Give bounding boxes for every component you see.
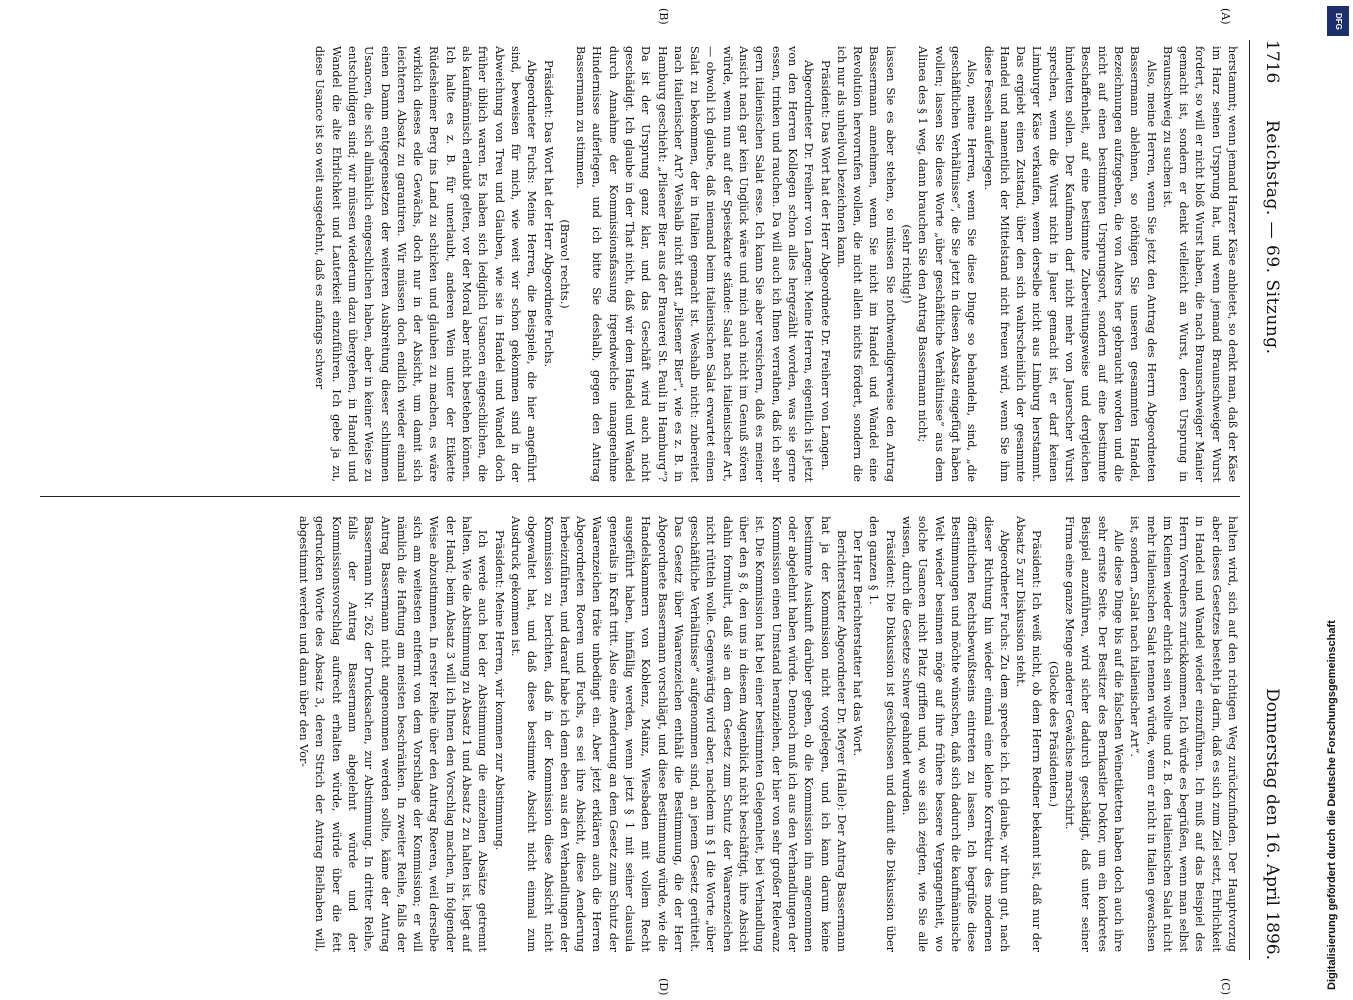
credit-line: Digitalisierung gefördert durch die Deutsche Forschungsgemeinschaft	[1326, 620, 1338, 990]
margin-mark-c: (C)	[1219, 978, 1232, 995]
paragraph: Präsident: Ich weiß nicht, ob dem Herrn Redner bekannt ist, daß nur der Absatz 5 zur Diskussion steht.	[1014, 516, 1044, 952]
right-column	[25, 516, 1240, 952]
paragraph: Abgeordneter Fuchs: Meine Herren, die Beispiele, die hier angeführt sind, beweisen für mich, wie weit wir schon gekommen sind in der Abweichung von Treu und Glauben, wie sie in Handel und Wandel doch früher üblich waren. Es haben sich lediglich Usancen eingeschlichen, die als kaufmännisch erlaubt gelten, vor der Moral aber nicht bestehen können. Ich halte es z. B. für unerlaubt, anderen Wein unter der Etikette Rüdesheimer Berg ins Land zu schicken und glauben zu machen, es wäre wirklich dieses edle Gewächs, doch nur in der Absicht, um damit sich leichteren Absatz zu garantiren. Wir müssen doch endlich wieder einmal einen Damm entgegensetzen der weiteren Ausbreitung dieser schlimmen Usancen, die sich allmählich eingeschlichen haben, aber in keiner Weise zu entschuldigen sind; wir müssen wiederum dazu übergehen, in Handel und Wandel die alte Ehrlichkeit und Lauterkeit einzuführen. Ich gebe ja zu, diese Usance ist so weit ausgedehnt, daß es anfangs schwer	[313, 46, 539, 482]
digitization-credit	[1319, 0, 1353, 1000]
paragraph: herstammt; wenn jemand Harzer Käse anbietet, so denkt man, daß der Käse im Harz seinen Ursprung hat, und wenn jemand Braunschweiger Wurst fordert, so will er nicht bloß Wurst haben, die nach Braunschweiger Manier gemacht ist, sondern er denkt vielleicht an Wurst, deren Ursprung in Braunschweig zu suchen ist.	[1160, 46, 1239, 482]
header-rule	[1249, 40, 1250, 960]
paragraph: Präsident: Meine Herren, wir kommen zur Abstimmung.	[492, 530, 506, 851]
paragraph: lassen Sie es aber stehen, so müssen Sie nothwendigerweise den Antrag Bassermann annehmen, wenn Sie nicht im Handel und Wandel eine Revolution hervorrufen wollen, die nicht allein nichts fördert, sondern die ich nur als unheilvoll bezeichnen kann.	[834, 46, 897, 482]
paragraph: Ich werde auch bei der Abstimmung die einzelnen Absätze getrennt halten. Wie die Abstimmung zu Absatz 1 und Absatz 2 zu halten ist, liegt auf der Hand; beim Absatz 3 will ich Ihnen den Vorschlag machen, in folgender Weise abzustimmen. In erster Reihe über den Antrag Roeren, weil derselbe sich am weitesten entfernt von dem Vorschlage der Kommission; er will nämlich die Haftung am meisten beschränken. In zweiter Reihe, falls der Antrag Bassermann nicht angenommen werden sollte, käme der Antrag Bassermann Nr. 262 der Drucksachen, zur Abstimmung. In dritter Reihe, falls der Antrag Bassermann abgelehnt würde und der Kommissionsvorschlag aufrecht erhalten würde, würde über die fett gedruckten Worte des Absatz 3, deren Strich der Antrag Bielhaben will, abgestimmt werden und dann über den Vor-	[297, 516, 490, 952]
paragraph: Präsident: Das Wort hat der Herr Abgeordnete Fuchs.	[541, 60, 555, 368]
paragraph: Also, meine Herren, wenn Sie jetzt den Antrag des Herrn Abgeordneten Bassermann ablehnen, so nöthigen Sie unseren gesammten Handel, Bezeichnungen aufzugeben, die von Alters her gebraucht worden und die nicht auf einen bestimmten Ursprungsort, sondern auf eine bestimmte Beschaffenheit, auf eine bestimmte Zubereitungsweise und dergleichen hindeuten sollen. Der Kaufmann darf nicht mehr von Jauerscher Wurst sprechen, wenn die Wurst nicht in Jauer gemacht ist, er darf keinen Limburger Käse verkaufen, wenn derselbe nicht aus Limburg herstammt. Das ergiebt einen Zustand, über den sich wahrscheinlich der gesammte Handel und namentlich der Mittelstand nicht freuen wird, wenn Sie ihm diese Fesseln auferlegen.	[981, 46, 1158, 482]
paragraph: Präsident: Die Diskussion ist geschlossen und damit die Diskussion über den ganzen § 1.	[867, 516, 897, 952]
margin-mark-d: (D)	[657, 978, 670, 996]
margin-mark-b: (B)	[657, 8, 670, 25]
paragraph: Also, meine Herren, wenn Sie diese Dinge so behandeln, sind, „die geschäftlichen Verhältnisse“, die Sie jetzt in diesen Absatz eingefügt haben wollen; lassen Sie diese Worte „über geschäftliche Verhältnisse“ aus dem Alinea des § 1 weg, dann brauchen Sie den Antrag Bassermann nicht;	[916, 46, 979, 482]
dfg-logo: DFG	[1327, 6, 1349, 36]
margin-mark-a: (A)	[1219, 8, 1232, 25]
running-title: Reichstag. — 69. Sitzung.	[1262, 120, 1282, 355]
paragraph: Präsident: Das Wort hat der Herr Abgeordnete Dr. Freiherr von Langen.	[818, 60, 832, 471]
paragraph: (Glocke des Präsidenten.)	[1046, 660, 1060, 807]
paragraph: Der Herr Berichterstatter hat das Wort.	[851, 530, 865, 757]
session-date: Donnerstag den 16. April 1896.	[1262, 688, 1282, 960]
left-column	[25, 46, 1240, 482]
paragraph: (Bravo! rechts.)	[557, 219, 571, 309]
paragraph: Berichterstatter Abgeordneter Dr. Meyer (Halle): Der Antrag Bassermann hat ja der Kommission nicht vorgelegen, und ich kann darum keine bestimmte Auskunft darüber geben, ob die Kommission ihn angenommen oder abgelehnt haben würde. Dennoch muß ich aus den Verhandlungen der Kommission einen Umstand heranziehen, der hier von sehr großer Relevanz ist. Die Kommission hat bei einer bestimmten Gelegenheit, bei Verhandlung über den § 8, den uns in diesem Augenblick nicht beschäftigt, ihre Absicht dahin formulirt, daß sie an dem Gesetz zum Schutz der Waarenzeichen nicht rütteln wolle. Gegenwärtig wird aber, nachdem in § 1 die Worte „über geschäftliche Verhältnisse“ aufgenommen sind, an jenem Gesetz gerüttelt. Das Gesetz über Waarenzeichen enthält die Bestimmung, die der Herr Abgeordnete Bassermann vorschlägt, und diese Bestimmung würde, wie die Handelskammern von Koblenz, Mainz, Wiesbaden mit vollem Recht ausgeführt haben, hinfällig werden, wenn jetzt § 1 mit seiner clausula generalis in Kraft tritt. Also eine Aenderung an dem Gesetz zum Schutz der Waarenzeichen träte unbedingt ein. Aber jetzt erklären auch die Herren Abgeordneten Roeren und Fuchs, es sei ihre Absicht, diese Aenderung herbeizuführen, und darauf habe ich denn eben aus den Verhandlungen der Kommission zu berichten, daß in der Kommission diese Absicht nicht obgewaltet hat, und daß diese bestimmte Absicht nicht einmal zum Ausdruck gekommen ist.	[508, 516, 848, 952]
paragraph: Abgeordneter Dr. Freiherr von Langen: Meine Herren, eigentlich ist jetzt von den Herren Kollegen schon alles hergezählt worden, was sie gerne essen, trinken und rauchen. Da will auch ich Ihnen verrathen, daß ich sehr gern italienischen Salat esse. Ich kann Sie aber versichern, daß es meiner Ansicht nach gar kein Unglück wäre und mich auch nicht im Genuß stören würde, wenn nun auf der Speisekarte stände: Salat nach italienischer Art, — obwohl ich glaube, daß niemand beim italienischen Salat erwartet einen Salat zu bekommen, der in Italien gemacht ist. Weshalb nicht: zubereitet nach italienischer Art? Weshalb nicht statt „Pilsener Bier“, wie es z. B. in Hamburg geschieht: „Pilsener Bier aus der Brauerei St. Pauli in Hamburg“? Da ist der Ursprung ganz klar, und das Geschäft wird auch nicht geschädigt. Ich glaube in der That nicht, daß wir dem Handel und Wandel durch Annahme der Kommissionsfassung irgendwelche unangenehme Hindernisse auferlegen, und ich bitte Sie deshalb, gegen den Antrag Bassermann zu stimmen.	[574, 46, 816, 482]
page-header	[1252, 40, 1292, 960]
paragraph: Abgeordneter Fuchs: Zu dem spreche ich. Ich glaube, wir thun gut, nach dieser Richtung hin wieder einmal eine kleine Korrektur des modernen öffentlichen Rechtsbewußtseins eintreten zu lassen. Ich begrüße diese Bestimmungen und möchte wünschen, daß sich dadurch die kaufmännische Welt wieder besinnen möge auf ihre frühere bessere Vergangenheit, wo solche Usancen nicht Platz griffen und, wo sie sich zeigten, wie Sie alle wissen, durch die Gesetze schwer geahndet wurden.	[900, 516, 1011, 952]
paragraph: (sehr richtig!)	[900, 224, 914, 304]
column-divider	[40, 496, 1240, 497]
paragraph: Alle diese Dinge bis auf die falschen Weinetiketten haben doch auch ihre sehr ernste Seite. Der Besitzer des Bernkastler Doktor, um ein konkretes Beispiel anzuführen, wird sicher dadurch geschädigt, daß unter seiner Firma eine ganze Menge anderer Gewächse marschirt.	[1063, 516, 1125, 952]
paragraph: halten wird, sich auf den richtigen Weg zurückzufinden. Der Hauptvorzug aber dieses Gesetzes besteht ja darin, daß es sich zum Ziel setzt, Ehrlichkeit in Handel und Wandel wieder einzuführen. Ich muß auf das Beispiel des Herrn Vorredners zurückkommen. Ich würde es begrüßen, wenn man selbst im Kleinen wieder ehrlich sein wollte und z. B. den italienischen Salat nicht mehr italienischen Salat nennen würde, wenn er nicht in Italien gewachsen ist, sondern „Salat nach italienischer Art“.	[1128, 516, 1239, 952]
page-number: 1716	[1262, 40, 1282, 84]
